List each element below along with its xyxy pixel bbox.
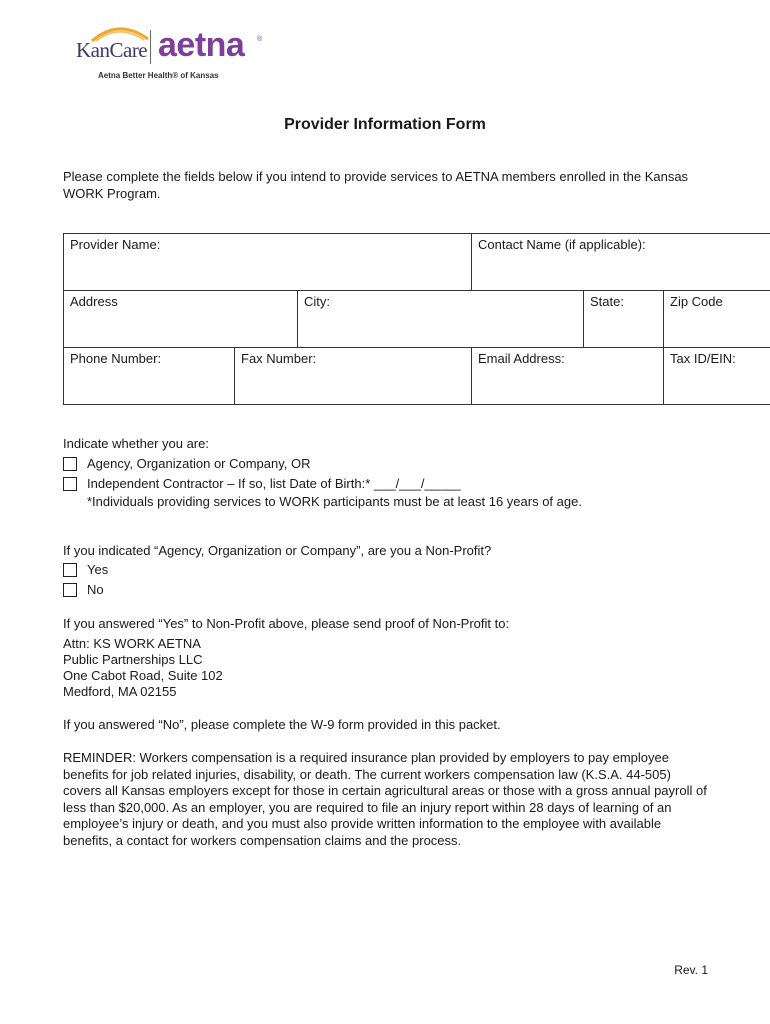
nonprofit-no-row[interactable]	[63, 581, 104, 599]
address-field[interactable]	[64, 291, 298, 348]
kancare-aetna-logo	[74, 24, 274, 84]
contractor-checkbox[interactable]	[63, 477, 77, 491]
provider-name-label: Provider Name:	[70, 237, 161, 252]
nonprofit-question: If you indicated “Agency, Organization or Company”, are you a Non-Profit?	[63, 543, 492, 558]
address-label: Address	[70, 294, 118, 309]
city-field[interactable]	[298, 291, 584, 348]
logo-subtitle: Aetna Better Health® of Kansas	[98, 71, 219, 80]
phone-number-field[interactable]	[64, 348, 235, 405]
aetna-wordmark: aetna	[158, 26, 245, 64]
indicate-label: Indicate whether you are:	[63, 436, 209, 451]
page-title: Provider Information Form	[284, 116, 486, 133]
fax-number-label: Fax Number:	[241, 351, 317, 366]
city-label: City:	[304, 294, 330, 309]
agency-checkbox[interactable]	[63, 457, 77, 471]
registered-mark: ®	[257, 36, 263, 43]
option-agency-row[interactable]	[63, 455, 311, 473]
proof-address-line-3: One Cabot Road, Suite 102	[63, 668, 223, 683]
agency-label: Agency, Organization or Company, OR	[87, 456, 311, 471]
state-label: State:	[590, 294, 624, 309]
tax-id-label: Tax ID/EIN:	[670, 351, 736, 366]
logo-divider	[150, 30, 151, 64]
age-note: *Individuals providing services to WORK participants must be at least 16 years of age.	[87, 494, 582, 509]
yes-checkbox[interactable]	[63, 563, 77, 577]
option-contractor-row[interactable]	[63, 475, 461, 493]
state-field[interactable]	[584, 291, 664, 348]
contact-name-field[interactable]	[472, 234, 770, 291]
provider-info-table	[63, 233, 770, 405]
intro-paragraph: Please complete the fields below if you intend to provide services to AETNA members enrolled in the Kansas WORK Program.	[63, 169, 689, 201]
w9-instruction: If you answered “No”, please complete the W-9 form provided in this packet.	[63, 717, 501, 732]
proof-address-line-4: Medford, MA 02155	[63, 684, 177, 699]
zip-code-field[interactable]	[664, 291, 770, 348]
revision-label: Rev. 1	[674, 963, 708, 977]
email-address-label: Email Address:	[478, 351, 565, 366]
proof-intro: If you answered “Yes” to Non-Profit above, please send proof of Non-Profit to:	[63, 616, 510, 631]
proof-address-line-1: Attn: KS WORK AETNA	[63, 636, 201, 651]
reminder-paragraph: REMINDER: Workers compensation is a required insurance plan provided by employers to pay employee benefits for job related injuries, disability, or death. The current workers compensation law (K.S.A. 44-505) covers all Kansas employers except for those in certain agricultural areas or those with a gross annual payroll of less than $20,000. As an employer, you are required to file an injury report within 28 days of learning of an employee’s injury or death, and you must also provide written information to the employee with available benefits, a contact for workers compensation claims and the process.	[63, 750, 707, 848]
provider-name-field[interactable]	[64, 234, 472, 291]
phone-number-label: Phone Number:	[70, 351, 162, 366]
yes-label: Yes	[87, 562, 109, 577]
kancare-wordmark: KanCare	[76, 38, 148, 62]
no-checkbox[interactable]	[63, 583, 77, 597]
proof-address-line-2: Public Partnerships LLC	[63, 652, 203, 667]
contact-name-label: Contact Name (if applicable):	[478, 237, 646, 252]
zip-code-label: Zip Code	[670, 294, 723, 309]
tax-id-field[interactable]	[664, 348, 770, 405]
fax-number-field[interactable]	[235, 348, 472, 405]
email-address-field[interactable]	[472, 348, 664, 405]
no-label: No	[87, 582, 104, 597]
nonprofit-yes-row[interactable]	[63, 561, 108, 579]
contractor-label: Independent Contractor – If so, list Date of Birth:* ___/___/_____	[87, 476, 461, 491]
